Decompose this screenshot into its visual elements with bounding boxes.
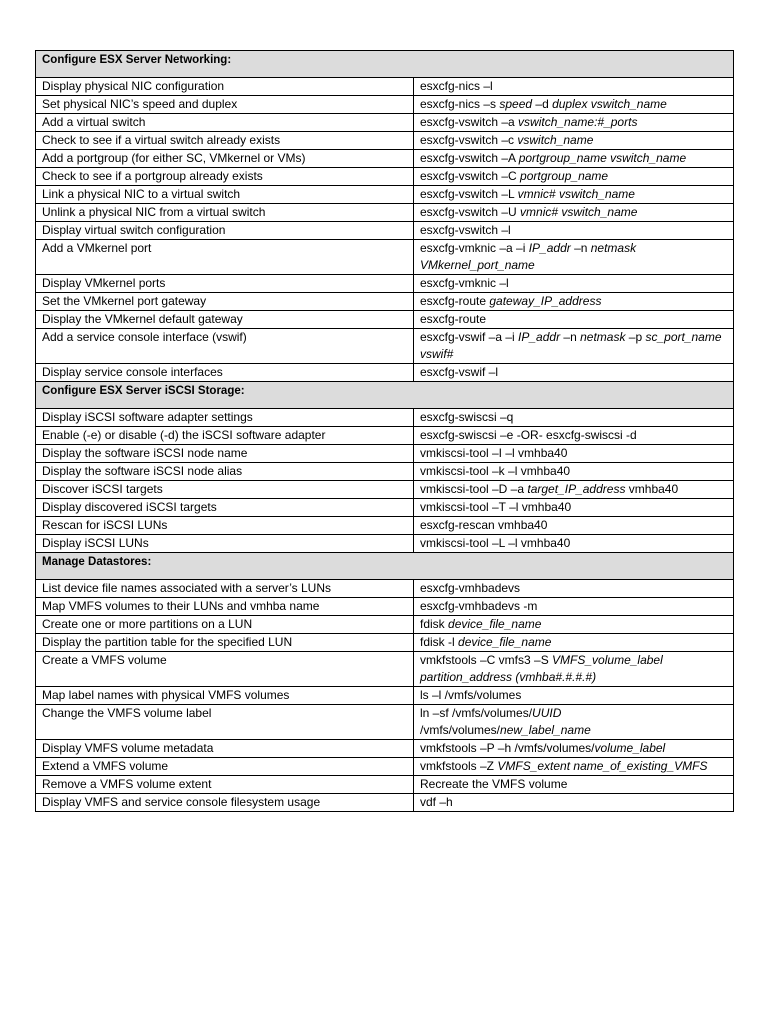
task-description: Map VMFS volumes to their LUNs and vmhba name — [36, 598, 414, 616]
command-cell — [414, 481, 734, 499]
table-row — [36, 499, 734, 517]
command-text: ln –sf /vmfs/volumes/ — [420, 706, 533, 720]
task-description: Display service console interfaces — [36, 364, 414, 382]
section-title: Configure ESX Server Networking: — [36, 51, 734, 78]
command-cell — [414, 150, 734, 168]
command-text: fdisk — [420, 617, 449, 631]
table-row — [36, 535, 734, 553]
table-row — [36, 794, 734, 812]
task-description: Check to see if a portgroup already exists — [36, 168, 414, 186]
command-argument: volume_label — [594, 741, 666, 755]
command-cell — [414, 740, 734, 758]
task-description: List device file names associated with a server’s LUNs — [36, 580, 414, 598]
command-argument: device_file_name — [448, 617, 542, 631]
task-description: Set physical NIC’s speed and duplex — [36, 96, 414, 114]
table-row — [36, 409, 734, 427]
command-cell — [414, 445, 734, 463]
command-cell — [414, 616, 734, 634]
task-description: Display VMFS volume metadata — [36, 740, 414, 758]
command-cell — [414, 293, 734, 311]
command-text: esxcfg-vmhbadevs — [420, 581, 521, 595]
command-cell — [414, 535, 734, 553]
task-description: Display the partition table for the specified LUN — [36, 634, 414, 652]
task-description: Display iSCSI software adapter settings — [36, 409, 414, 427]
section-header — [36, 553, 734, 580]
table-row — [36, 463, 734, 481]
command-argument: netmask VMkernel_port_name — [420, 241, 637, 272]
task-description: Add a portgroup (for either SC, VMkernel or VMs) — [36, 150, 414, 168]
table-row — [36, 598, 734, 616]
table-row — [36, 132, 734, 150]
command-text: vmkiscsi-tool –D –a — [420, 482, 528, 496]
task-description: Map label names with physical VMFS volumes — [36, 687, 414, 705]
task-description: Rescan for iSCSI LUNs — [36, 517, 414, 535]
command-text: esxcfg-rescan vmhba40 — [420, 518, 548, 532]
table-row — [36, 240, 734, 275]
command-cell — [414, 240, 734, 275]
command-text: esxcfg-vswitch –U — [420, 205, 521, 219]
command-argument: IP_addr — [528, 241, 571, 255]
table-row — [36, 78, 734, 96]
command-argument: new_label_name — [500, 723, 591, 737]
command-cell — [414, 275, 734, 293]
command-text: esxcfg-vswitch –a — [420, 115, 519, 129]
task-description: Display the software iSCSI node name — [36, 445, 414, 463]
task-description: Display the VMkernel default gateway — [36, 311, 414, 329]
command-text: esxcfg-route — [420, 294, 490, 308]
table-row — [36, 517, 734, 535]
command-argument: portgroup_name — [520, 169, 609, 183]
command-text: vmkiscsi-tool –T –l vmhba40 — [420, 500, 572, 514]
command-cell — [414, 204, 734, 222]
command-argument: sc_port_name vswif# — [420, 330, 722, 361]
task-description: Set the VMkernel port gateway — [36, 293, 414, 311]
command-argument: gateway_IP_address — [489, 294, 602, 308]
task-description: Change the VMFS volume label — [36, 705, 414, 740]
command-argument: VMFS_extent name_of_existing_VMFS — [497, 759, 708, 773]
command-argument: vswitch_name:#_ports — [518, 115, 638, 129]
table-row — [36, 114, 734, 132]
task-description: Create a VMFS volume — [36, 652, 414, 687]
command-text: vmkiscsi-tool –I –l vmhba40 — [420, 446, 568, 460]
command-text: esxcfg-vswitch –L — [420, 187, 518, 201]
table-row — [36, 445, 734, 463]
command-argument: vswitch_name — [517, 133, 594, 147]
command-text: vmkfstools –P –h /vmfs/volumes/ — [420, 741, 595, 755]
command-cell — [414, 222, 734, 240]
command-cell — [414, 78, 734, 96]
task-description: Display discovered iSCSI targets — [36, 499, 414, 517]
table-row — [36, 758, 734, 776]
command-text: esxcfg-vswif –l — [420, 365, 499, 379]
task-description: Unlink a physical NIC from a virtual switch — [36, 204, 414, 222]
command-text: esxcfg-vswitch –c — [420, 133, 518, 147]
command-text: vdf –h — [420, 795, 453, 809]
command-text: esxcfg-vswitch –A — [420, 151, 519, 165]
table-row — [36, 776, 734, 794]
task-description: Display virtual switch configuration — [36, 222, 414, 240]
table-row — [36, 96, 734, 114]
task-description: Check to see if a virtual switch already exists — [36, 132, 414, 150]
command-cell — [414, 598, 734, 616]
command-text: esxcfg-vswitch –C — [420, 169, 521, 183]
table-row — [36, 427, 734, 445]
table-row — [36, 616, 734, 634]
table-row — [36, 311, 734, 329]
command-cell — [414, 311, 734, 329]
task-description: Remove a VMFS volume extent — [36, 776, 414, 794]
table-row — [36, 481, 734, 499]
table-row — [36, 687, 734, 705]
command-reference-table — [35, 50, 734, 812]
command-text: –d — [532, 97, 553, 111]
command-cell — [414, 364, 734, 382]
command-argument: target_IP_address — [527, 482, 626, 496]
command-text: esxcfg-vswif –a –i — [420, 330, 519, 344]
task-description: Display the software iSCSI node alias — [36, 463, 414, 481]
command-cell — [414, 758, 734, 776]
command-text: vmkfstools –C vmfs3 –S — [420, 653, 553, 667]
table-row — [36, 580, 734, 598]
task-description: Display physical NIC configuration — [36, 78, 414, 96]
command-text: fdisk -l — [420, 635, 459, 649]
command-cell — [414, 427, 734, 445]
command-text: ls –l /vmfs/volumes — [420, 688, 522, 702]
task-description: Enable (-e) or disable (-d) the iSCSI software adapter — [36, 427, 414, 445]
table-row — [36, 329, 734, 364]
command-text: vmkiscsi-tool –L –l vmhba40 — [420, 536, 571, 550]
command-text: esxcfg-swiscsi –e -OR- esxcfg-swiscsi -d — [420, 428, 637, 442]
command-text: esxcfg-nics –s — [420, 97, 500, 111]
table-row — [36, 168, 734, 186]
command-cell — [414, 517, 734, 535]
command-text: –n — [570, 241, 591, 255]
command-text: –p — [625, 330, 646, 344]
task-description: Add a service console interface (vswif) — [36, 329, 414, 364]
command-text: esxcfg-vmhbadevs -m — [420, 599, 538, 613]
table-row — [36, 634, 734, 652]
command-text: esxcfg-route — [420, 312, 487, 326]
command-cell — [414, 580, 734, 598]
table-row — [36, 222, 734, 240]
table-row — [36, 186, 734, 204]
command-cell — [414, 186, 734, 204]
section-title: Configure ESX Server iSCSI Storage: — [36, 382, 734, 409]
command-text: esxcfg-vswitch –l — [420, 223, 511, 237]
task-description: Discover iSCSI targets — [36, 481, 414, 499]
table-row — [36, 204, 734, 222]
task-description: Link a physical NIC to a virtual switch — [36, 186, 414, 204]
command-cell — [414, 705, 734, 740]
table-body — [36, 51, 734, 812]
command-text: –n — [560, 330, 581, 344]
command-cell — [414, 463, 734, 481]
task-description: Create one or more partitions on a LUN — [36, 616, 414, 634]
command-cell — [414, 132, 734, 150]
command-cell — [414, 652, 734, 687]
section-header — [36, 51, 734, 78]
command-cell — [414, 114, 734, 132]
command-text: /vmfs/volumes/ — [420, 723, 501, 737]
command-argument: portgroup_name vswitch_name — [518, 151, 687, 165]
command-text: Recreate the VMFS volume — [420, 777, 568, 791]
table-row — [36, 364, 734, 382]
section-header — [36, 382, 734, 409]
command-cell — [414, 776, 734, 794]
command-argument: duplex vswitch_name — [552, 97, 667, 111]
command-argument: netmask — [580, 330, 626, 344]
command-text: vmkiscsi-tool –k –l vmhba40 — [420, 464, 571, 478]
task-description: Display VMkernel ports — [36, 275, 414, 293]
task-description: Add a VMkernel port — [36, 240, 414, 275]
command-argument: UUID — [532, 706, 562, 720]
command-text: esxcfg-swiscsi –q — [420, 410, 514, 424]
task-description: Extend a VMFS volume — [36, 758, 414, 776]
table-row — [36, 652, 734, 687]
command-cell — [414, 96, 734, 114]
task-description: Display iSCSI LUNs — [36, 535, 414, 553]
command-argument: vmnic# vswitch_name — [520, 205, 638, 219]
command-cell — [414, 329, 734, 364]
command-argument: vmnic# vswitch_name — [517, 187, 635, 201]
task-description: Display VMFS and service console filesystem usage — [36, 794, 414, 812]
table-row — [36, 740, 734, 758]
command-text: vmkfstools –Z — [420, 759, 498, 773]
command-argument: VMFS_volume_label partition_address (vmhba#.#.#.#) — [420, 653, 663, 684]
command-text: esxcfg-nics –l — [420, 79, 493, 93]
command-argument: speed — [499, 97, 533, 111]
task-description: Add a virtual switch — [36, 114, 414, 132]
section-title: Manage Datastores: — [36, 553, 734, 580]
command-cell — [414, 409, 734, 427]
table-row — [36, 293, 734, 311]
command-text: esxcfg-vmknic –a –i — [420, 241, 529, 255]
command-cell — [414, 499, 734, 517]
command-cell — [414, 794, 734, 812]
command-argument: IP_addr — [518, 330, 561, 344]
command-text: vmhba40 — [625, 482, 679, 496]
table-row — [36, 150, 734, 168]
table-row — [36, 705, 734, 740]
command-text: esxcfg-vmknic –l — [420, 276, 509, 290]
table-row — [36, 275, 734, 293]
command-cell — [414, 634, 734, 652]
command-cell — [414, 168, 734, 186]
command-cell — [414, 687, 734, 705]
command-argument: device_file_name — [458, 635, 552, 649]
